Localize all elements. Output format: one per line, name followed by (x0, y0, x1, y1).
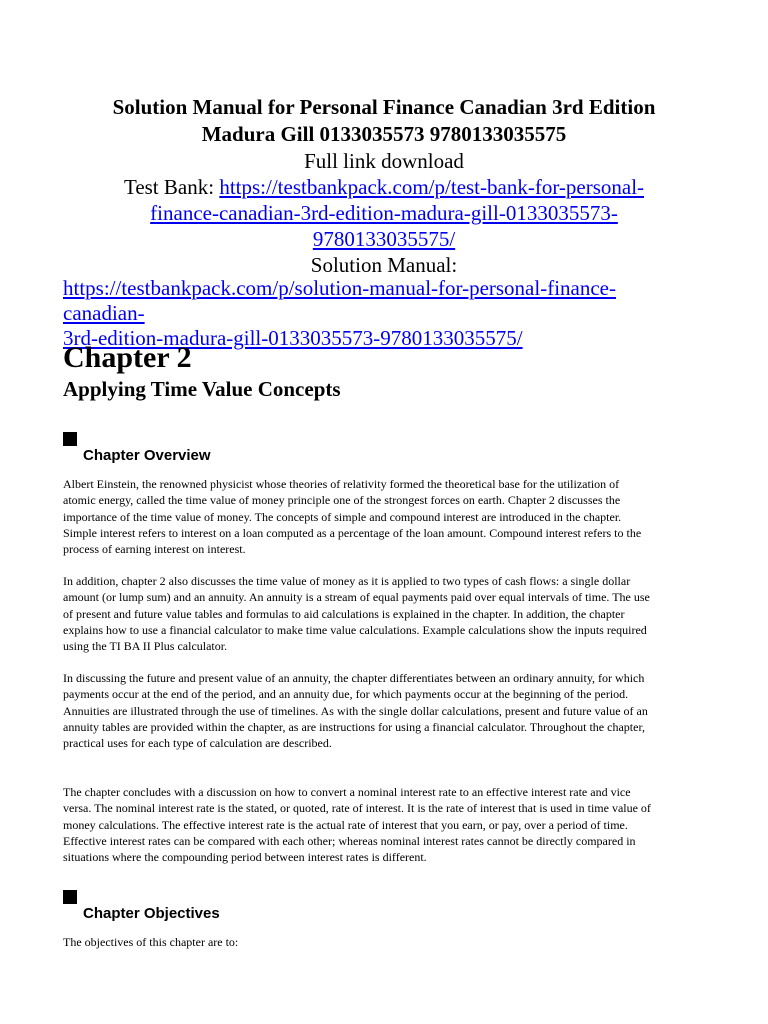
test-bank-link-part-2[interactable]: finance-canadian-3rd-edition-madura-gill-0133035573- (150, 201, 618, 225)
solution-manual-label: Solution Manual: (310, 253, 458, 277)
chapter-title: Applying Time Value Concepts (63, 377, 341, 401)
chapter-number: Chapter 2 (63, 341, 192, 374)
overview-paragraph-2: In addition, chapter 2 also discusses the time value of money as it is applied to two types of cash flows: a single dollar amount (or lump sum) and an annuity. An annuity is a stream of equal payments paid over equal intervals of time. The use of present and future value tables and formulas to aid calculations is explained in the chapter. In addition, the chapter explains how to use a financial calculator to make time value calculations. Example calculations show the inputs required using the TI BA II Plus calculator. (63, 574, 650, 654)
overview-heading: Chapter Overview (83, 447, 211, 464)
solution-link-part-2[interactable]: 3rd-edition-madura-gill-0133035573-9780133035575/ (63, 326, 523, 350)
test-bank-link-part-1[interactable]: https://testbankpack.com/p/test-bank-for-personal- (219, 175, 645, 199)
test-bank-link-part-3[interactable]: 9780133035575/ (312, 227, 456, 251)
overview-paragraph-4: The chapter concludes with a discussion on how to convert a nominal interest rate to an effective interest rate and vice versa. The nominal interest rate is the stated, or quoted, rate of interest. It is the rate of interest that is used in time value of money calculations. The effective interest rate is the actual rate of interest that you earn, or pay, over a period of time. Effective interest rates can be compared with each other; whereas nominal interest rates cannot be directly compared in situations where the compounding period between interest rates is different. (63, 785, 651, 865)
square-bullet-icon (63, 890, 77, 904)
test-bank-label: Test Bank: (123, 175, 220, 199)
title-line-1: Solution Manual for Personal Finance Canadian 3rd Edition (112, 95, 656, 119)
overview-paragraph-1: Albert Einstein, the renowned physicist whose theories of relativity formed the theoretical base for the utilization of atomic energy, called the time value of money principle one of the strongest forces on earth. Chapter 2 discusses the importance of the time value of money. The concepts of simple and compound interest are introduced in the chapter. Simple interest refers to interest on a loan computed as a percentage of the loan amount. Compound interest refers to the process of earning interest on interest. (63, 477, 642, 557)
square-bullet-icon (63, 432, 77, 446)
objectives-intro: The objectives of this chapter are to: (63, 935, 239, 949)
test-bank-line (30, 174, 738, 200)
document-header (30, 94, 738, 278)
overview-paragraph-3: In discussing the future and present value of an annuity, the chapter differentiates between an ordinary annuity, for which payments occur at the end of the period, and an annuity due, for which payments occur at the beginning of the period. Annuities are illustrated through the use of timelines. As with the single dollar calculations, present and future value of an annuity tables are provided within the chapter, as are instructions for using a financial calculator. Throughout the chapter, practical uses for each type of calculation are described. (63, 671, 648, 751)
full-link-label: Full link download (304, 149, 464, 173)
solution-link-part-1[interactable]: https://testbankpack.com/p/solution-manual-for-personal-finance-canadian- (63, 276, 616, 325)
objectives-heading: Chapter Objectives (83, 905, 220, 922)
title-line-2: Madura Gill 0133035573 9780133035575 (201, 122, 567, 146)
